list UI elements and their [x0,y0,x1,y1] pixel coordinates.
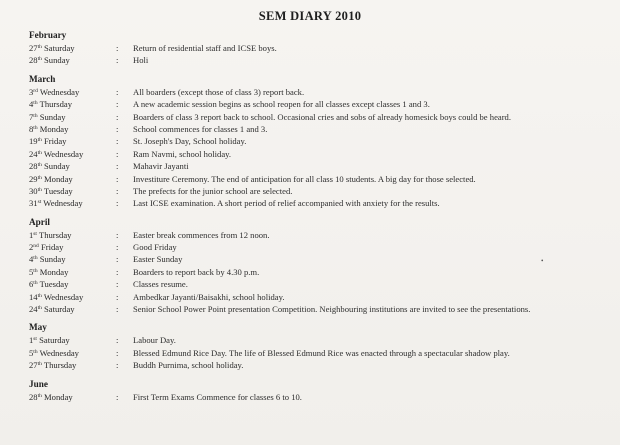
diary-entry [29,291,614,303]
date-ordinal-suffix: th [37,292,42,299]
entry-separator: : [116,304,119,315]
date-weekday: Friday [40,242,64,253]
date-number: 30 [29,185,38,196]
date-weekday: Saturday [39,335,70,346]
entry-description: Easter Sunday [133,254,183,265]
entry-separator: : [116,391,119,402]
entry-description: Easter break commences from 12 noon. [133,229,270,240]
entry-date [29,86,109,98]
entry-separator: : [116,266,119,277]
date-weekday: Sunday [39,254,66,265]
entry-date [29,253,109,265]
entry-description: St. Joseph's Day, School holiday. [133,136,247,147]
date-ordinal-suffix: th [37,56,42,63]
diary-entry [29,135,614,147]
entry-separator: : [116,291,119,302]
entry-description: Last ICSE examination. A short period of relief accompanied with anxiety for the results. [133,198,440,209]
date-ordinal-suffix: th [33,112,38,119]
date-ordinal-suffix: nd [33,243,39,250]
diary-entry [29,241,614,253]
entry-date [29,54,109,66]
date-ordinal-suffix: th [37,361,42,368]
diary-entry [29,111,614,123]
entry-separator: : [116,43,119,53]
date-weekday: Wednesday [43,291,84,302]
diary-entry [29,334,614,346]
entry-description: Holi [133,55,149,66]
entry-date [29,111,109,123]
date-weekday: Sunday [44,55,70,66]
date-weekday: Sunday [39,111,66,122]
date-ordinal-suffix: th [33,280,38,287]
entry-date [29,42,109,54]
date-number: 6 [29,279,34,290]
date-number: 4 [29,99,34,110]
date-number: 19 [29,136,38,147]
date-weekday: Wednesday [39,86,80,97]
entry-date [29,98,109,110]
month-heading: June [29,378,48,389]
date-ordinal-suffix: st [33,336,37,343]
date-ordinal-suffix: th [37,392,42,399]
entry-separator: : [116,173,119,184]
ink-speck: • [541,257,544,265]
entry-separator: : [116,242,119,253]
entry-description: Ambedkar Jayanti/Baisakhi, school holiday. [133,291,285,302]
entry-description: Mahavir Jayanti [133,161,189,172]
date-weekday: Saturday [44,43,75,53]
entry-date [29,173,109,185]
entry-date [29,135,109,147]
entry-separator: : [116,148,119,159]
entry-description: Boarders of class 3 report back to school. Occasional cries and sobs of already homesick boys could be heard. [133,111,512,122]
entry-separator: : [116,347,119,358]
date-weekday: Wednesday [43,198,83,209]
date-weekday: Thursday [39,99,73,110]
entry-separator: : [116,360,119,371]
entry-description: First Term Exams Commence for classes 6 to 10. [133,391,302,402]
entry-description: A new academic session begins as school reopen for all classes except classes 1 and 3. [133,99,430,110]
date-weekday: Monday [44,173,73,184]
entry-description: Ram Navmi, school holiday. [133,148,232,159]
entry-date [29,334,109,346]
date-weekday: Sunday [44,161,70,172]
diary-content [29,29,614,403]
entry-description: Classes resume. [133,279,188,290]
diary-entry [29,86,614,98]
entry-separator: : [116,229,119,240]
entry-date [29,229,109,241]
month-heading: April [29,216,50,227]
entry-date [29,391,109,403]
month-heading: February [29,30,67,40]
date-number: 1 [29,335,34,346]
diary-entry [29,253,614,265]
diary-entry [29,54,614,66]
entry-separator: : [116,136,119,147]
date-weekday: Monday [39,266,69,277]
date-weekday: Monday [39,123,69,134]
date-ordinal-suffix: th [33,348,38,355]
date-number: 31 [29,198,38,209]
date-weekday: Monday [44,391,73,402]
date-ordinal-suffix: th [37,162,42,169]
entry-description: Buddh Purnima, school holiday. [133,360,244,371]
entry-date [29,291,109,303]
date-ordinal-suffix: rd [33,87,38,94]
date-weekday: Tuesday [43,185,73,196]
date-number: 2 [29,242,34,253]
entry-separator: : [116,55,119,66]
entry-description: Return of residential staff and ICSE boys. [133,43,277,53]
entry-description: Labour Day. [133,335,176,346]
entry-date [29,185,109,197]
date-ordinal-suffix: th [37,149,42,156]
date-weekday: Wednesday [43,148,84,159]
date-number: 8 [29,123,34,134]
date-number: 28 [29,55,38,66]
date-ordinal-suffix: th [37,174,42,181]
month-heading: May [29,322,47,333]
date-weekday: Thursday [38,229,72,240]
date-number: 27 [29,360,38,371]
date-ordinal-suffix: st [37,199,42,206]
entry-separator: : [116,111,119,122]
diary-entry [29,173,614,185]
date-number: 27 [29,43,38,53]
diary-entry [29,197,614,209]
entry-separator: : [116,185,119,196]
entry-date [29,148,109,160]
diary-entry [29,185,614,197]
date-number: 24 [29,304,38,315]
diary-entry [29,347,614,359]
entry-description: All boarders (except those of class 3) report back. [133,86,305,97]
date-ordinal-suffix: th [37,44,42,50]
entry-separator: : [116,279,119,290]
entry-separator: : [116,254,119,265]
date-ordinal-suffix: th [37,305,42,312]
entry-description: Boarders to report back by 4.30 p.m. [133,266,260,277]
document-title: SEM DIARY 2010 [258,9,362,23]
date-ordinal-suffix: st [33,230,37,237]
entry-description: Good Friday [133,242,177,253]
date-weekday: Wednesday [39,347,79,358]
entry-description: The prefects for the junior school are selected. [133,185,293,196]
entry-date [29,160,109,172]
entry-date [29,197,109,209]
date-ordinal-suffix: th [33,100,38,107]
entry-date [29,278,109,290]
diary-entry [29,148,614,160]
date-number: 24 [29,148,38,159]
date-ordinal-suffix: th [33,255,38,262]
entry-separator: : [116,123,119,134]
date-number: 5 [29,266,34,277]
entry-date [29,303,109,315]
diary-entry [29,266,614,278]
date-number: 28 [29,161,38,172]
diary-entry [29,229,614,241]
date-number: 5 [29,347,34,358]
diary-entry [29,160,614,172]
entry-date [29,347,109,359]
entry-description: School commences for classes 1 and 3. [133,123,268,134]
entry-separator: : [116,86,119,97]
entry-separator: : [116,198,119,209]
entry-date [29,241,109,253]
date-weekday: Friday [44,136,67,147]
diary-entry [29,303,614,315]
entry-separator: : [116,335,119,346]
diary-entry [29,391,614,403]
entry-separator: : [116,161,119,172]
date-ordinal-suffix: th [33,267,38,274]
month-heading: March [29,73,56,84]
entry-date [29,123,109,135]
date-number: 29 [29,173,38,184]
date-weekday: Tuesday [39,279,69,290]
entry-separator: : [116,99,119,110]
entry-description: Senior School Power Point presentation Competition. Neighbouring institutions are invited to see the presentations. [133,304,531,315]
date-weekday: Saturday [44,304,75,315]
date-number: 28 [29,391,38,402]
date-ordinal-suffix: th [37,186,42,193]
date-ordinal-suffix: th [37,137,42,144]
date-number: 4 [29,254,34,265]
diary-entry [29,359,614,371]
diary-entry [29,98,614,110]
date-number: 1 [29,229,34,240]
entry-description: Investiture Ceremony. The end of anticipation for all class 10 students. A big day for those selected. [133,173,476,184]
date-number: 14 [29,291,38,302]
entry-description: Blessed Edmund Rice Day. The life of Blessed Edmund Rice was enacted through a spectacular shadow play. [133,347,510,358]
date-ordinal-suffix: th [33,124,38,131]
date-weekday: Thursday [43,360,77,371]
diary-entry [29,123,614,135]
entry-date [29,266,109,278]
diary-entry [29,278,614,290]
date-number: 3 [29,86,34,97]
date-number: 7 [29,111,34,122]
entry-date [29,359,109,371]
diary-entry [29,42,614,54]
